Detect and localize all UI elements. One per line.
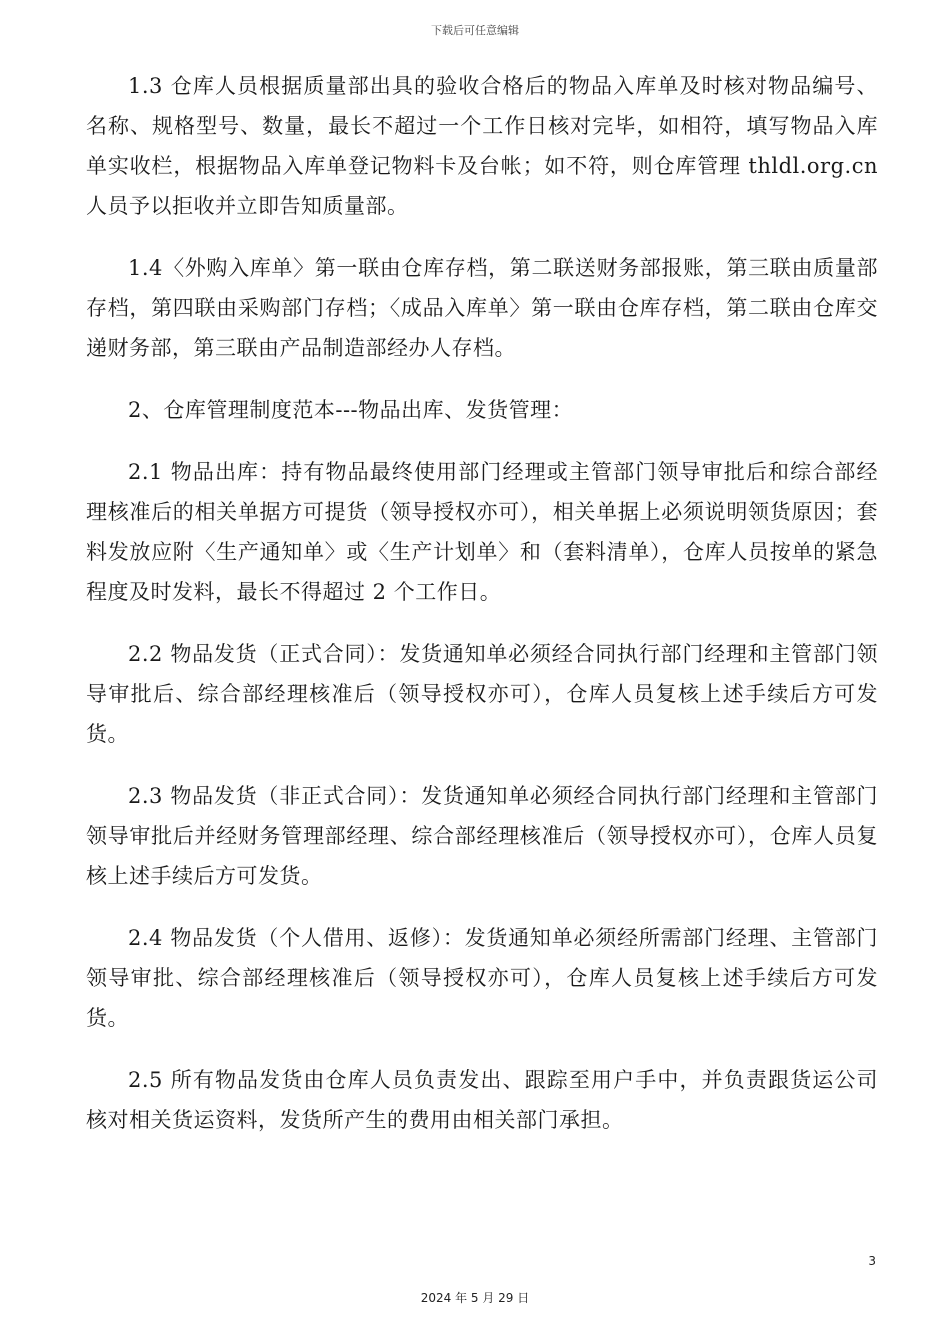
page-header: 下载后可任意编辑 <box>431 24 519 37</box>
paragraph-1-4: 1.4〈外购入库单〉第一联由仓库存档，第二联送财务部报账，第三联由质量部存档，第四联由采购部门存档；〈成品入库单〉第一联由仓库存档，第二联由仓库交递财务部，第三联由产品制造部经办人存档。 <box>86 256 878 360</box>
page-number: 3 <box>868 1254 876 1268</box>
paragraph-2-2: 2.2 物品发货（正式合同）：发货通知单必须经合同执行部门经理和主管部门领导审批后、综合部经理核准后（领导授权亦可），仓库人员复核上述手续后方可发货。 <box>86 642 878 746</box>
page-footer-date: 2024 年 5 月 29 日 <box>420 1291 530 1305</box>
section-heading-2: 2、仓库管理制度范本---物品出库、发货管理： <box>128 398 574 422</box>
paragraph-2-1: 2.1 物品出库：持有物品最终使用部门经理或主管部门领导审批后和综合部经理核准后的相关单据方可提货（领导授权亦可），相关单据上必须说明领货原因；套料发放应附〈生产通知单〉或〈生产计划单〉和（套料清单），仓库人员按单的紧急程度及时发料，最长不得超过 2 个工作日。 <box>86 460 878 604</box>
document-body <box>86 66 878 1162</box>
paragraph-2-5: 2.5 所有物品发货由仓库人员负责发出、跟踪至用户手中，并负责跟货运公司核对相关货运资料，发货所产生的费用由相关部门承担。 <box>86 1068 878 1132</box>
paragraph-1-3: 1.3 仓库人员根据质量部出具的验收合格后的物品入库单及时核对物品编号、名称、规格型号、数量，最长不超过一个工作日核对完毕，如相符，填写物品入库单实收栏，根据物品入库单登记物料卡及台帐；如不符，则仓库管理 thldl.org.cn 人员予以拒收并立即告知质量部。 <box>86 74 878 218</box>
paragraph-2-4: 2.4 物品发货（个人借用、返修）：发货通知单必须经所需部门经理、主管部门领导审批、综合部经理核准后（领导授权亦可），仓库人员复核上述手续后方可发货。 <box>86 926 878 1030</box>
paragraph-2-3: 2.3 物品发货（非正式合同）：发货通知单必须经合同执行部门经理和主管部门领导审批后并经财务管理部经理、综合部经理核准后（领导授权亦可），仓库人员复核上述手续后方可发货。 <box>86 784 878 888</box>
